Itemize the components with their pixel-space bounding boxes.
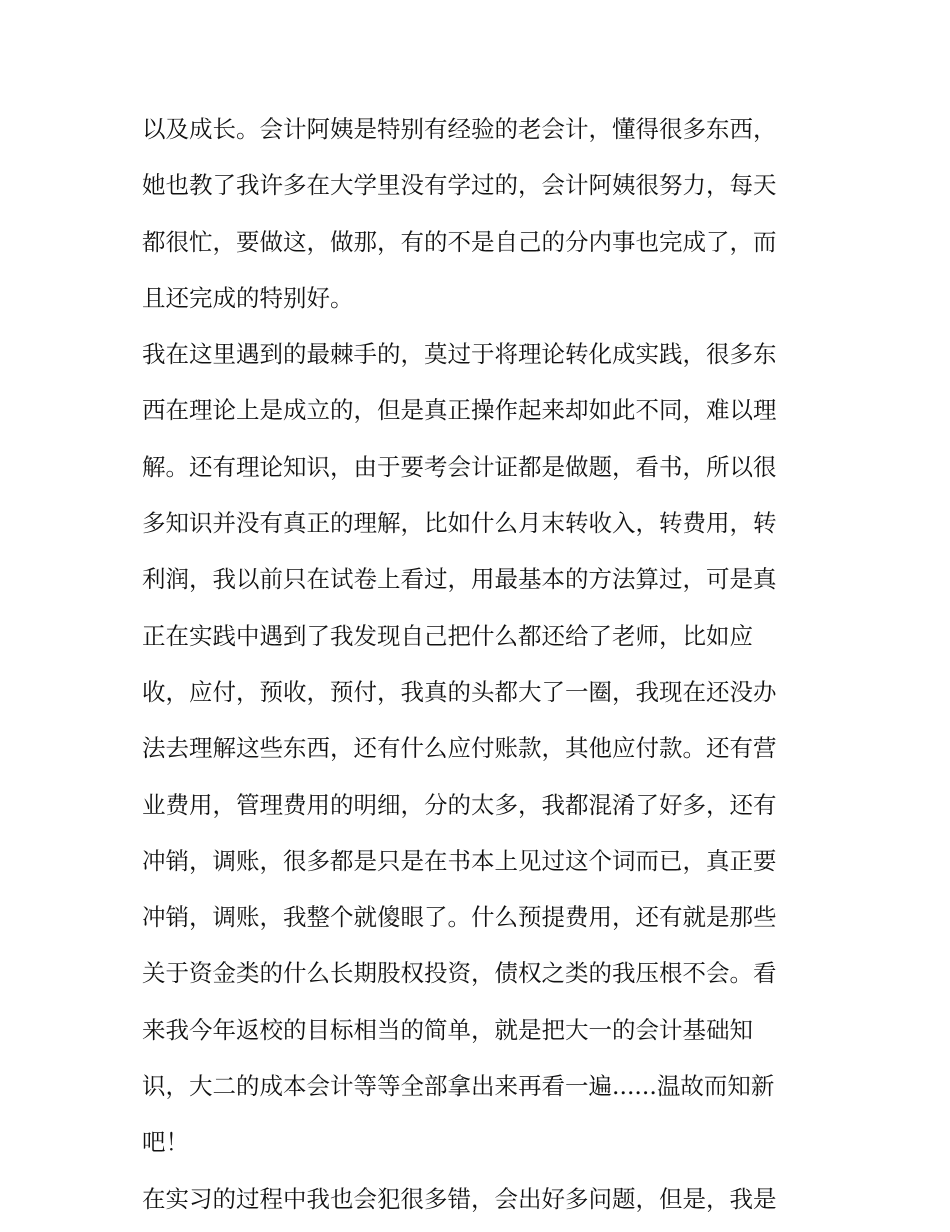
text-line: 关于资金类的什么长期股权投资，债权之类的我压根不会。看 [142, 959, 777, 988]
body-text [142, 106, 822, 1232]
text-line: 正在实践中遇到了我发现自己把什么都还给了老师，比如应 [142, 621, 753, 650]
text-line: 多知识并没有真正的理解，比如什么月末转收入，转费用，转 [142, 509, 777, 538]
text-line: 我在这里遇到的最棘手的，莫过于将理论转化成实践，很多东 [142, 340, 777, 369]
text-line: 以及成长。会计阿姨是特别有经验的老会计，懂得很多东西， [142, 115, 777, 143]
text-line: 她也教了我许多在大学里没有学过的，会计阿姨很努力，每天 [142, 171, 777, 200]
text-line: 冲销，调账，我整个就傻眼了。什么预提费用，还有就是那些 [142, 903, 777, 932]
text-line: 都很忙，要做这，做那，有的不是自己的分内事也完成了，而 [142, 227, 777, 256]
text-line: 吧！ [142, 1128, 189, 1157]
text-line: 法去理解这些东西，还有什么应付账款，其他应付款。还有营 [142, 734, 777, 763]
text-line: 利润，我以前只在试卷上看过，用最基本的方法算过，可是真 [142, 565, 777, 594]
text-line: 西在理论上是成立的，但是真正操作起来却如此不同，难以理 [142, 396, 777, 425]
text-line: 识，大二的成本会计等等全部拿出来再看一遍......温故而知新 [142, 1072, 775, 1101]
text-line: 冲销，调账，很多都是只是在书本上见过这个词而已，真正要 [142, 846, 777, 875]
text-line: 收，应付，预收，预付，我真的头都大了一圈，我现在还没办 [142, 677, 777, 706]
text-line: 业费用，管理费用的明细，分的太多，我都混淆了好多，还有 [142, 790, 777, 819]
text-line: 且还完成的特别好。 [142, 283, 354, 312]
text-line: 在实习的过程中我也会犯很多错，会出好多问题，但是，我是 [142, 1184, 777, 1213]
text-line: 来我今年返校的目标相当的简单，就是把大一的会计基础知 [142, 1015, 753, 1044]
text-line: 解。还有理论知识，由于要考会计证都是做题，看书，所以很 [142, 452, 777, 481]
